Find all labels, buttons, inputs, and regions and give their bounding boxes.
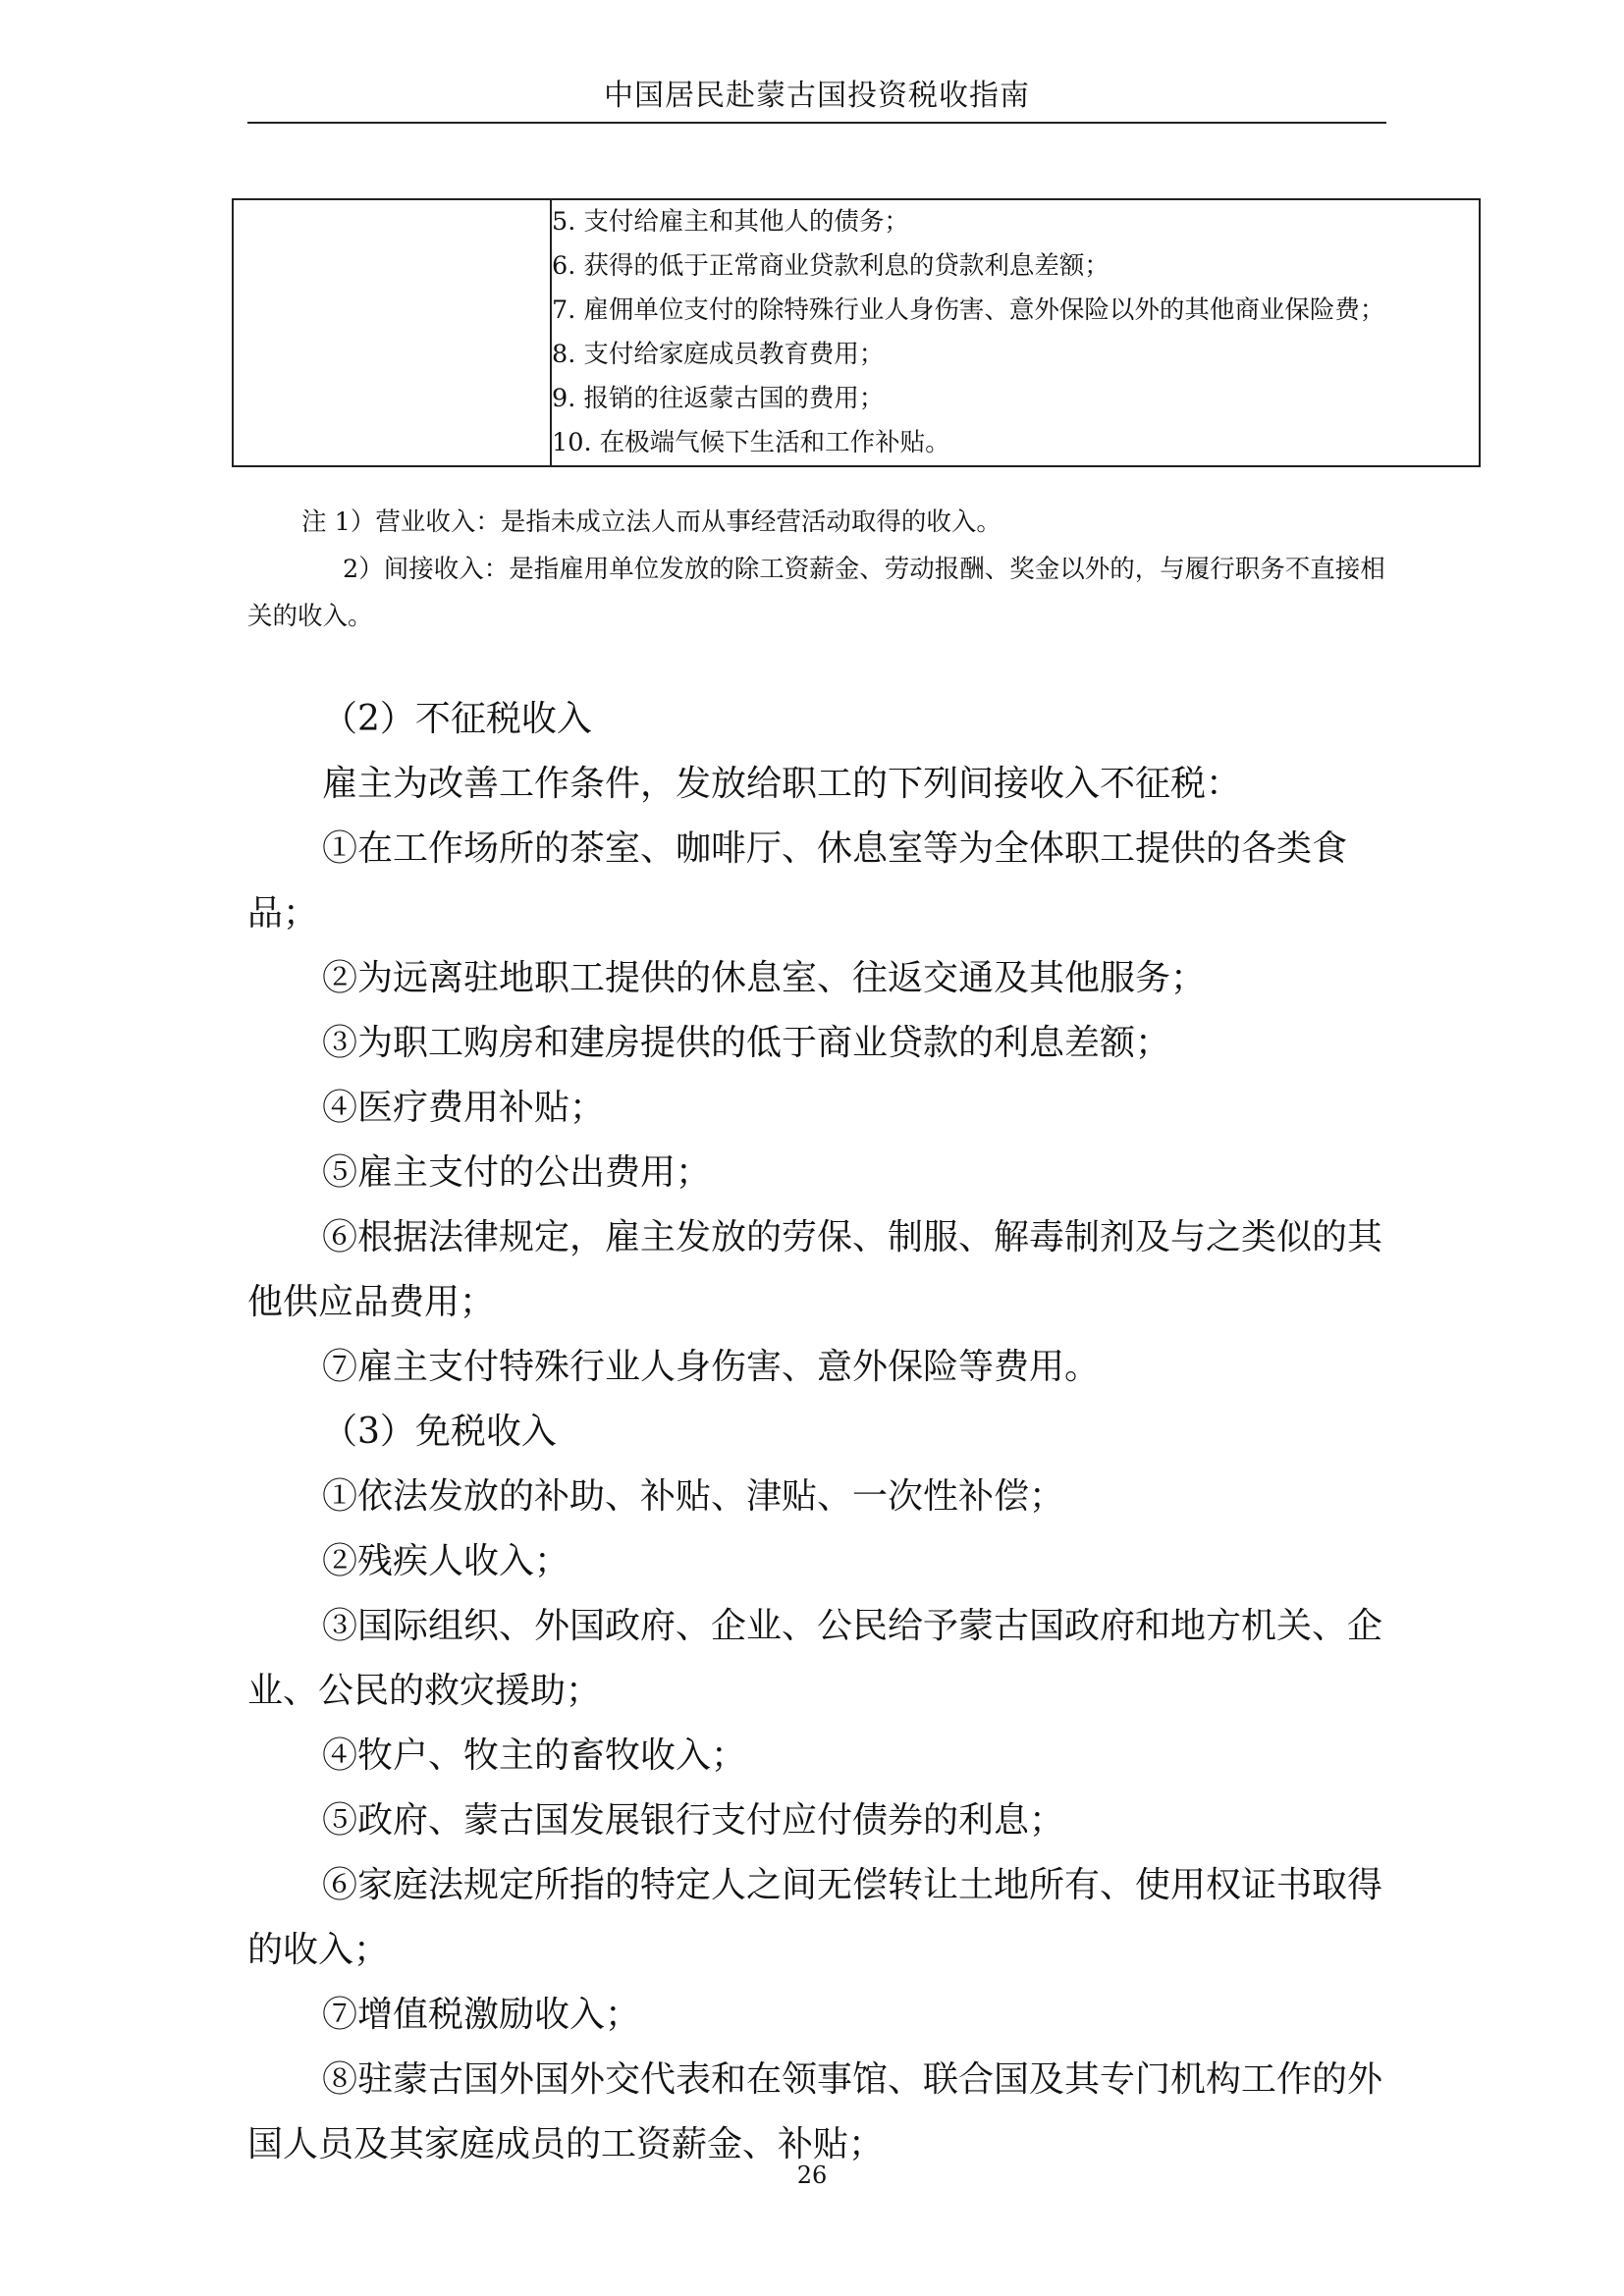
list-item: ③国际组织、外国政府、企业、公民给予蒙古国政府和地方机关、企业、公民的救灾援助；: [247, 1606, 1383, 1711]
table-cell-items: [551, 199, 1480, 466]
list-item: ⑦增值税激励收入；: [322, 1995, 641, 2035]
list-item: ①依法发放的补助、补贴、津贴、一次性补偿；: [322, 1476, 1065, 1517]
list-item: ①在工作场所的茶室、咖啡厅、休息室等为全体职工提供的各类食品；: [247, 828, 1348, 934]
section-title-non-taxable: （2）不征税收入: [322, 699, 592, 739]
body-text: [247, 687, 1386, 2177]
table-row: [233, 199, 1480, 466]
list-item: ②残疾人收入；: [322, 1541, 570, 1581]
list-item: ③为职工购房和建房提供的低于商业贷款的利息差额；: [322, 1023, 1171, 1063]
list-item: ⑥根据法律规定，雇主发放的劳保、制服、解毒制剂及与之类似的其他供应品费用；: [247, 1217, 1383, 1322]
table-item: 5. 支付给雇主和其他人的债务；: [552, 207, 909, 237]
income-table: [232, 198, 1481, 467]
list-item: ②为远离驻地职工提供的休息室、往返交通及其他服务；: [322, 958, 1207, 998]
note-business-income: 注 1）营业收入：是指未成立法人而从事经营活动取得的收入。: [301, 507, 1001, 537]
page-number: 26: [796, 2162, 828, 2189]
table-cell-empty: [233, 199, 551, 466]
section-title-tax-exempt: （3）免税收入: [322, 1412, 557, 1452]
table-item: 7. 雇佣单位支付的除特殊行业人身伤害、意外保险以外的其他商业保险费；: [552, 295, 1385, 325]
note-indirect-income: 2）间接收入：是指雇用单位发放的除工资薪金、劳动报酬、奖金以外的，与履行职务不直接相关的收入。: [247, 555, 1385, 631]
table-item: 9. 报销的往返蒙古国的费用；: [552, 384, 885, 413]
page-header-title: 中国居民赴蒙古国投资税收指南: [604, 79, 1030, 113]
table-item: 6. 获得的低于正常商业贷款利息的贷款利息差额；: [552, 251, 1110, 281]
header-rule: [247, 122, 1386, 124]
table-notes: [247, 499, 1386, 640]
list-item: ④医疗费用补贴；: [322, 1088, 606, 1128]
table-item: 8. 支付给家庭成员教育费用；: [552, 340, 885, 369]
list-item: ⑦雇主支付特殊行业人身伤害、意外保险等费用。: [322, 1347, 1101, 1387]
list-item: ⑥家庭法规定所指的特定人之间无偿转让土地所有、使用权证书取得的收入；: [247, 1865, 1383, 1970]
table-item: 10. 在极端气候下生活和工作补贴。: [552, 428, 950, 457]
list-item: ⑧驻蒙古国外国外交代表和在领事馆、联合国及其专门机构工作的外国人员及其家庭成员的工资薪金、补贴；: [247, 2059, 1383, 2164]
list-item: ⑤政府、蒙古国发展银行支付应付债券的利息；: [322, 1800, 1065, 1841]
list-item: ⑤雇主支付的公出费用；: [322, 1152, 712, 1193]
section-intro: 雇主为改善工作条件，发放给职工的下列间接收入不征税：: [322, 764, 1242, 804]
list-item: ④牧户、牧主的畜牧收入；: [322, 1735, 747, 1776]
